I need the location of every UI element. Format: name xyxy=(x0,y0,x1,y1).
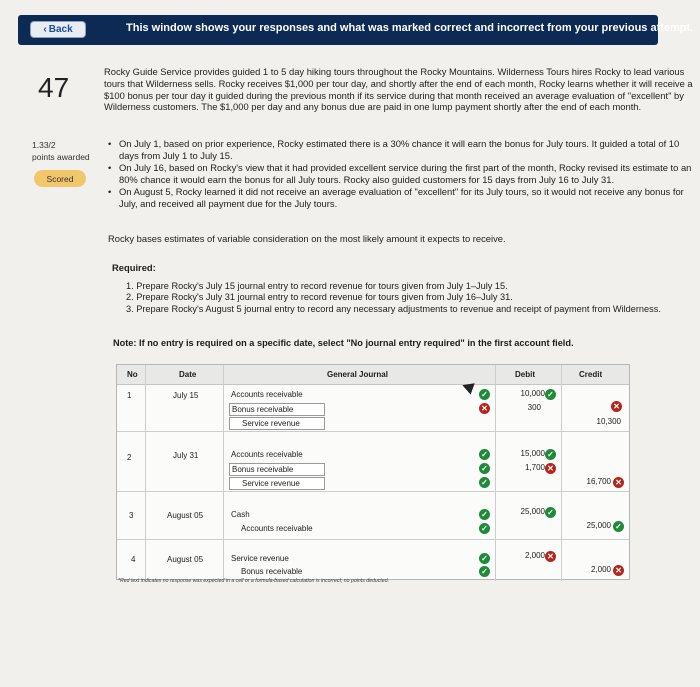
account-field[interactable]: Accounts receivable xyxy=(231,450,303,459)
check-circle-icon: ✓ xyxy=(479,449,490,460)
entry-date[interactable]: August 05 xyxy=(167,511,204,520)
fact-item: • On August 5, Rocky learned it did not receive an average evaluation of "excellent" for its July tours, so it would not receive any bonus for July, and received all payment due for the July tours. xyxy=(106,186,696,209)
debit-amount[interactable]: 300 xyxy=(527,403,541,412)
header-title: This window shows your responses and what was marked correct and incorrect from your previous attempt. xyxy=(126,22,694,34)
check-circle-icon: ✓ xyxy=(479,553,490,564)
check-circle-icon: ✓ xyxy=(545,389,556,400)
instruction-note: Note: If no entry is required on a specific date, select "No journal entry required" in the first account field. xyxy=(113,338,574,348)
header-bar xyxy=(18,15,694,45)
account-field[interactable]: Service revenue xyxy=(229,417,325,430)
check-circle-icon: ✓ xyxy=(479,566,490,577)
check-circle-icon: ✓ xyxy=(479,463,490,474)
divider xyxy=(145,365,146,581)
journal-header-row xyxy=(117,365,629,385)
account-field[interactable]: Bonus receivable xyxy=(229,463,325,476)
divider xyxy=(561,365,562,581)
back-button-label: Back xyxy=(48,24,73,35)
back-button[interactable] xyxy=(30,21,86,38)
x-circle-icon: ✕ xyxy=(545,551,556,562)
required-item: 1. Prepare Rocky's July 15 journal entry to record revenue for tours given from July 1–July 15. xyxy=(126,281,508,291)
debit-amount[interactable]: 10,000 xyxy=(520,389,545,398)
account-field[interactable]: Bonus receivable xyxy=(229,403,325,416)
check-circle-icon: ✓ xyxy=(479,509,490,520)
divider xyxy=(117,539,629,540)
debit-amount[interactable]: 15,000 xyxy=(520,449,545,458)
debit-amount[interactable]: 2,000 xyxy=(524,551,545,560)
check-circle-icon: ✓ xyxy=(545,449,556,460)
scored-badge: Scored xyxy=(34,170,86,187)
entry-number: 2 xyxy=(127,453,132,462)
points-awarded xyxy=(32,139,90,163)
x-circle-icon: ✕ xyxy=(611,401,622,412)
account-field[interactable]: Cash xyxy=(231,510,250,519)
problem-intro: Rocky Guide Service provides guided 1 to 5 day hiking tours throughout the Rocky Mountains. Wilderness Tours hires Rocky to lead various tours that Wilderness sells. Rocky receives $1,000 per tour day, and shortly after the end of each month, Rocky learns whether it will receive a $100 bonus per tour day it guided during the previous month if its service during that month received an average evaluation of "excellent" by Wilderness customers. The $1,000 per day and any bonus due are paid in one lump payment shortly after the end of each month. xyxy=(104,66,693,113)
account-field[interactable]: Bonus receivable xyxy=(241,567,303,576)
col-debit: Debit xyxy=(515,370,535,379)
required-heading: Required: xyxy=(112,262,156,273)
credit-amount[interactable]: 10,300 xyxy=(596,417,621,426)
entry-date[interactable]: July 15 xyxy=(173,391,199,400)
x-circle-icon: ✕ xyxy=(545,463,556,474)
account-field[interactable]: Accounts receivable xyxy=(231,390,303,399)
col-date: Date xyxy=(179,370,197,379)
x-circle-icon: ✕ xyxy=(479,403,490,414)
fact-item: • On July 16, based on Rocky's view that it had provided excellent service during the first part of the month, Rocky revised its estimate to an 80% chance it would earn the bonus for all July tours. Rocky also guided customers for 15 days from July 16 to July 31. xyxy=(106,162,696,185)
facts-list xyxy=(106,138,696,211)
estimate-basis: Rocky bases estimates of variable consideration on the most likely amount it expects to receive. xyxy=(108,233,506,244)
divider xyxy=(117,431,629,432)
points-value: 1.33/2 xyxy=(32,140,56,150)
check-circle-icon: ✓ xyxy=(479,477,490,488)
debit-amount[interactable]: 1,700 xyxy=(524,463,545,472)
required-item: 3. Prepare Rocky's August 5 journal entry to record any necessary adjustments to revenue and receipt of payment from Wilderness. xyxy=(126,303,661,314)
debit-amount[interactable]: 25,000 xyxy=(520,507,545,516)
col-general-journal: General Journal xyxy=(327,370,388,379)
account-field[interactable]: Accounts receivable xyxy=(241,524,313,533)
required-list xyxy=(126,281,686,315)
x-circle-icon: ✕ xyxy=(613,477,624,488)
divider xyxy=(495,365,496,581)
check-circle-icon: ✓ xyxy=(613,521,624,532)
check-circle-icon: ✓ xyxy=(479,389,490,400)
general-journal-table xyxy=(116,364,630,580)
entry-number: 1 xyxy=(127,391,132,400)
entry-date[interactable]: August 05 xyxy=(167,555,204,564)
account-field[interactable]: Service revenue xyxy=(231,554,289,563)
divider xyxy=(223,365,224,581)
divider xyxy=(117,491,629,492)
col-credit: Credit xyxy=(579,370,603,379)
credit-amount[interactable]: 2,000 xyxy=(590,565,611,574)
account-field[interactable]: Service revenue xyxy=(229,477,325,490)
credit-amount[interactable]: 25,000 xyxy=(586,521,611,530)
points-label: points awarded xyxy=(32,152,90,162)
entry-date[interactable]: July 31 xyxy=(173,451,199,460)
fact-item: • On July 1, based on prior experience, Rocky estimated there is a 30% chance it will earn the bonus for July tours. It guided a total of 10 days from July 1 to July 15. xyxy=(106,138,696,161)
footnote: *Red text indicates no response was expected in a cell or a formula-based calculation is incorrect; no points deducted. xyxy=(118,578,390,584)
x-circle-icon: ✕ xyxy=(613,565,624,576)
check-circle-icon: ✓ xyxy=(479,523,490,534)
question-number: 47 xyxy=(38,72,70,103)
check-circle-icon: ✓ xyxy=(545,507,556,518)
col-no: No xyxy=(127,370,138,379)
entry-number: 3 xyxy=(129,511,134,520)
credit-amount[interactable]: 16,700 xyxy=(586,477,611,486)
entry-number: 4 xyxy=(131,555,136,564)
required-item: 2. Prepare Rocky's July 31 journal entry to record revenue for tours given from July 16–July 31. xyxy=(126,292,513,303)
chevron-left-icon: ‹ xyxy=(43,24,47,35)
